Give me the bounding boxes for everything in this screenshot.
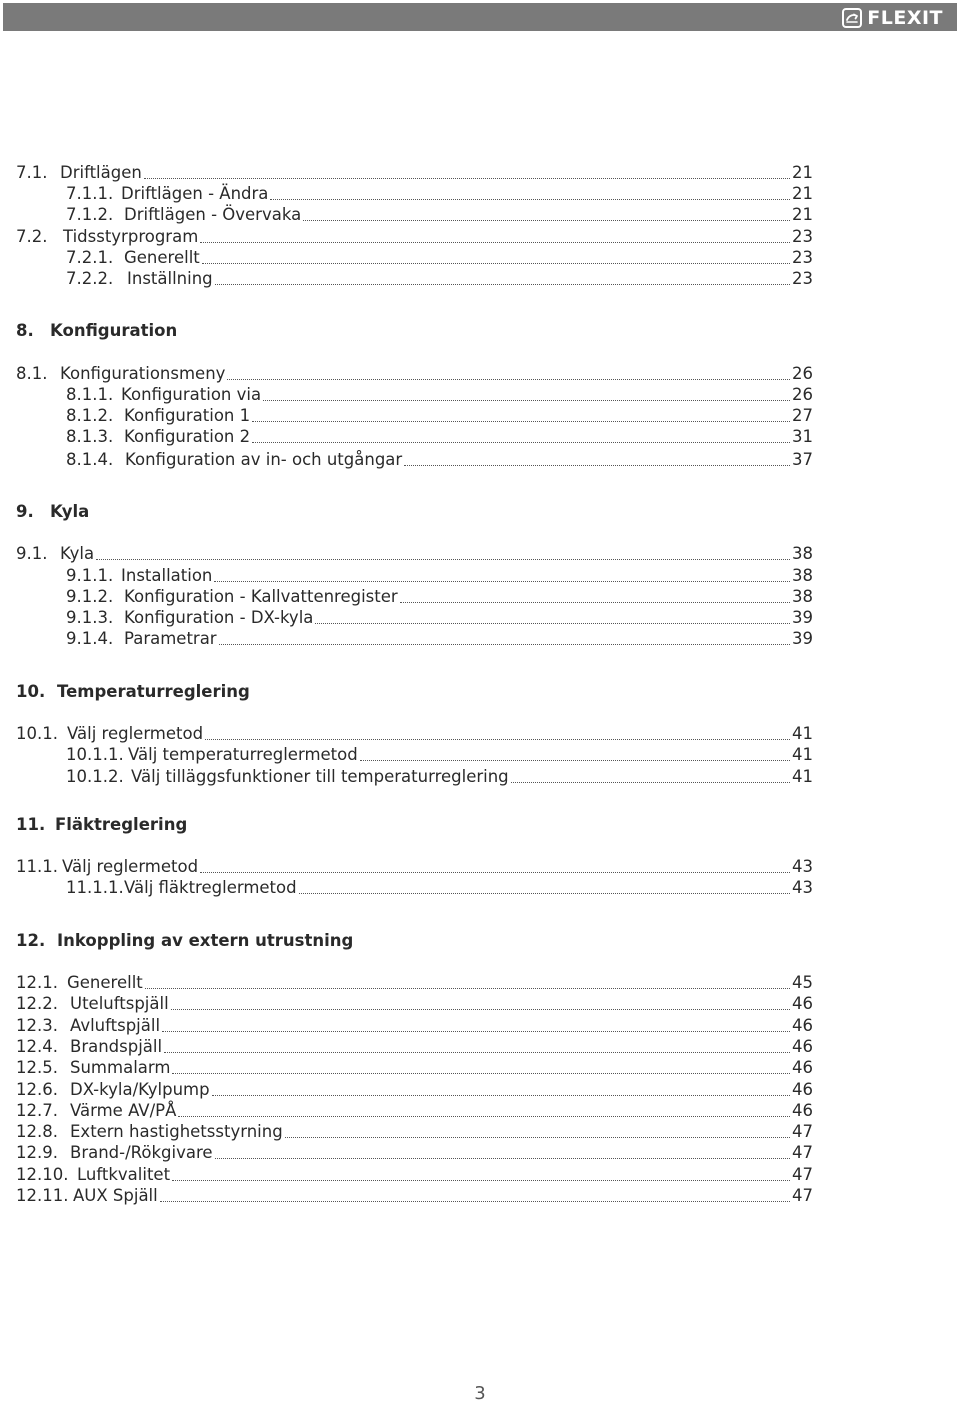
toc-entry[interactable] — [0, 248, 813, 268]
toc-entry-title: Driftlägen - Ändra — [121, 184, 269, 203]
toc-entry[interactable] — [0, 427, 813, 447]
toc-entry-page: 43 — [792, 878, 813, 897]
toc-entry[interactable] — [0, 1143, 813, 1163]
toc-entry-number: 7.2.2. — [66, 269, 114, 288]
toc-entry[interactable] — [0, 857, 813, 877]
toc-entry-title: Konfiguration 2 — [124, 427, 251, 446]
toc-dot-leader — [160, 1201, 790, 1202]
toc-entry-title: Inställning — [127, 269, 213, 288]
toc-dot-leader — [303, 220, 790, 221]
toc-dot-leader — [219, 644, 790, 645]
toc-entry[interactable] — [0, 364, 813, 384]
toc-entry-title: Välj reglermetod — [62, 857, 199, 876]
toc-entry-page: 26 — [792, 364, 813, 383]
toc-entry-title: Brand-/Rökgivare — [70, 1143, 213, 1162]
toc-entry-page: 47 — [792, 1122, 813, 1141]
section-heading-number: 8. — [16, 321, 34, 340]
toc-entry-number: 9.1.1. — [66, 566, 114, 585]
toc-entry[interactable] — [0, 994, 813, 1014]
toc-entry-number: 12.6. — [16, 1080, 58, 1099]
toc-entry-title: Välj tilläggsfunktioner till temperaturreglering — [131, 767, 509, 786]
toc-entry-page: 31 — [792, 427, 813, 446]
toc-entry[interactable] — [0, 227, 813, 247]
toc-entry-number: 12.9. — [16, 1143, 58, 1162]
toc-entry[interactable] — [0, 205, 813, 225]
toc-entry[interactable] — [0, 450, 813, 470]
toc-entry-number: 12.4. — [16, 1037, 58, 1056]
toc-entry[interactable] — [0, 1186, 813, 1206]
toc-entry-number: 8.1.2. — [66, 406, 114, 425]
header-bar — [3, 3, 957, 31]
toc-entry[interactable] — [0, 587, 813, 607]
toc-entry-page: 38 — [792, 544, 813, 563]
toc-entry-number: 12.1. — [16, 973, 58, 992]
toc-entry[interactable] — [0, 406, 813, 426]
toc-entry-page: 46 — [792, 994, 813, 1013]
toc-entry-page: 41 — [792, 767, 813, 786]
toc-entry-number: 7.2. — [16, 227, 48, 246]
toc-entry-page: 41 — [792, 724, 813, 743]
toc-dot-leader — [215, 1158, 790, 1159]
brand-name: FLEXIT — [867, 7, 943, 29]
toc-entry-number: 10.1. — [16, 724, 58, 743]
section-heading-number: 10. — [16, 682, 46, 701]
toc-entry[interactable] — [0, 1016, 813, 1036]
toc-entry-page: 38 — [792, 566, 813, 585]
toc-entry-number: 12.8. — [16, 1122, 58, 1141]
toc-entry[interactable] — [0, 269, 813, 289]
toc-entry-title: Brandspjäll — [70, 1037, 163, 1056]
toc-entry-title: AUX Spjäll — [73, 1186, 158, 1205]
toc-dot-leader — [144, 178, 790, 179]
toc-dot-leader — [172, 1073, 790, 1074]
toc-entry-number: 7.1. — [16, 163, 48, 182]
toc-entry-page: 45 — [792, 973, 813, 992]
toc-entry-page: 21 — [792, 205, 813, 224]
toc-entry-title: Tidsstyrprogram — [63, 227, 199, 246]
toc-entry-number: 9.1.3. — [66, 608, 114, 627]
toc-dot-leader — [172, 1180, 790, 1181]
toc-dot-leader — [212, 1095, 790, 1096]
flexit-logo — [842, 6, 943, 30]
toc-entry-number: 12.7. — [16, 1101, 58, 1120]
section-heading-title: Fläktreglering — [55, 815, 188, 834]
toc-entry-number: 9.1.2. — [66, 587, 114, 606]
toc-entry-page: 23 — [792, 227, 813, 246]
toc-dot-leader — [263, 400, 790, 401]
toc-entry-page: 21 — [792, 163, 813, 182]
toc-entry-title: Luftkvalitet — [77, 1165, 171, 1184]
toc-dot-leader — [96, 559, 790, 560]
toc-entry-page: 47 — [792, 1186, 813, 1205]
toc-dot-leader — [214, 581, 790, 582]
toc-dot-leader — [162, 1031, 790, 1032]
toc-dot-leader — [200, 242, 790, 243]
section-heading — [16, 931, 616, 951]
toc-entry-title: Parametrar — [124, 629, 217, 648]
toc-entry-page: 43 — [792, 857, 813, 876]
toc-entry-title: Driftlägen — [60, 163, 142, 182]
toc-entry[interactable] — [0, 163, 813, 183]
toc-entry-number: 10.1.2. — [66, 767, 124, 786]
toc-entry-title: Summalarm — [70, 1058, 171, 1077]
toc-entry-title: Konfiguration 1 — [124, 406, 251, 425]
toc-entry-page: 41 — [792, 745, 813, 764]
toc-entry[interactable] — [0, 544, 813, 564]
section-heading — [16, 682, 616, 702]
toc-entry-title: Välj fläktreglermetod — [124, 878, 297, 897]
toc-entry[interactable] — [0, 1101, 813, 1121]
toc-dot-leader — [315, 623, 790, 624]
toc-entry-page: 23 — [792, 269, 813, 288]
toc-entry[interactable] — [0, 1058, 813, 1078]
toc-entry-page: 47 — [792, 1143, 813, 1162]
toc-entry-page: 21 — [792, 184, 813, 203]
toc-entry-number: 12.10. — [16, 1165, 69, 1184]
toc-entry-title: Generellt — [67, 973, 143, 992]
toc-entry-number: 10.1.1. — [66, 745, 124, 764]
toc-dot-leader — [511, 782, 790, 783]
toc-entry-number: 8.1.1. — [66, 385, 114, 404]
section-heading — [16, 502, 616, 522]
toc-entry[interactable] — [0, 1122, 813, 1142]
toc-dot-leader — [178, 1116, 790, 1117]
toc-entry[interactable] — [0, 566, 813, 586]
toc-entry-page: 23 — [792, 248, 813, 267]
toc-dot-leader — [215, 284, 790, 285]
toc-entry[interactable] — [0, 608, 813, 628]
toc-dot-leader — [252, 421, 790, 422]
toc-dot-leader — [285, 1137, 790, 1138]
toc-entry-title: Konfiguration - Kallvattenregister — [124, 587, 398, 606]
toc-entry[interactable] — [0, 1037, 813, 1057]
toc-entry-page: 38 — [792, 587, 813, 606]
page-number: 3 — [474, 1383, 486, 1404]
toc-dot-leader — [171, 1009, 790, 1010]
section-heading-number: 9. — [16, 502, 34, 521]
toc-entry-title: Kyla — [60, 544, 95, 563]
toc-entry[interactable] — [0, 973, 813, 993]
toc-entry-title: Driftlägen - Övervaka — [124, 205, 302, 224]
toc-entry-number: 12.5. — [16, 1058, 58, 1077]
toc-dot-leader — [360, 760, 790, 761]
toc-entry-title: Konfiguration via — [121, 385, 262, 404]
toc-entry-page: 39 — [792, 608, 813, 627]
toc-dot-leader — [202, 263, 790, 264]
toc-dot-leader — [404, 465, 790, 466]
section-heading-title: Konfiguration — [50, 321, 178, 340]
toc-entry-page: 46 — [792, 1101, 813, 1120]
toc-dot-leader — [205, 739, 790, 740]
toc-entry[interactable] — [0, 629, 813, 649]
section-heading-title: Kyla — [50, 502, 90, 521]
toc-entry[interactable] — [0, 878, 813, 898]
toc-entry-title: Konfiguration - DX-kyla — [124, 608, 314, 627]
toc-entry-number: 7.1.1. — [66, 184, 114, 203]
toc-entry-page: 46 — [792, 1080, 813, 1099]
toc-entry-title: Konfigurationsmeny — [60, 364, 226, 383]
toc-entry-number: 8.1. — [16, 364, 48, 383]
toc-entry-number: 12.11. — [16, 1186, 69, 1205]
toc-entry-title: Uteluftspjäll — [70, 994, 169, 1013]
toc-entry-number: 9.1.4. — [66, 629, 114, 648]
section-heading-number: 11. — [16, 815, 46, 834]
toc-entry-page: 37 — [792, 450, 813, 469]
toc-entry-number: 8.1.3. — [66, 427, 114, 446]
toc-dot-leader — [145, 988, 790, 989]
toc-entry[interactable] — [0, 724, 813, 744]
section-heading-title: Temperaturreglering — [57, 682, 250, 701]
toc-entry[interactable] — [0, 184, 813, 204]
section-heading — [16, 815, 616, 835]
toc-entry-title: Konfiguration av in- och utgångar — [125, 450, 403, 469]
toc-entry-page: 39 — [792, 629, 813, 648]
toc-entry-page: 46 — [792, 1058, 813, 1077]
toc-entry-title: Installation — [121, 566, 213, 585]
toc-entry-page: 46 — [792, 1016, 813, 1035]
toc-dot-leader — [227, 379, 790, 380]
toc-entry[interactable] — [0, 385, 813, 405]
toc-dot-leader — [252, 442, 790, 443]
toc-entry[interactable] — [0, 1165, 813, 1185]
toc-entry[interactable] — [0, 745, 813, 765]
toc-entry-title: Värme AV/PÅ — [70, 1101, 177, 1120]
section-heading — [16, 321, 616, 341]
toc-entry-number: 11.1.1. — [66, 878, 124, 897]
toc-entry-title: Extern hastighetsstyrning — [70, 1122, 283, 1141]
toc-entry-title: Välj temperaturreglermetod — [128, 745, 358, 764]
toc-entry-page: 27 — [792, 406, 813, 425]
toc-entry-number: 9.1. — [16, 544, 48, 563]
toc-entry-number: 11.1. — [16, 857, 58, 876]
toc-entry-page: 46 — [792, 1037, 813, 1056]
toc-entry-title: Välj reglermetod — [67, 724, 204, 743]
toc-dot-leader — [270, 199, 790, 200]
toc-dot-leader — [299, 893, 790, 894]
toc-entry-number: 12.3. — [16, 1016, 58, 1035]
toc-dot-leader — [164, 1052, 790, 1053]
toc-entry[interactable] — [0, 1080, 813, 1100]
toc-entry-number: 12.2. — [16, 994, 58, 1013]
toc-entry[interactable] — [0, 767, 813, 787]
toc-entry-title: Avluftspjäll — [70, 1016, 161, 1035]
section-heading-number: 12. — [16, 931, 46, 950]
toc-entry-page: 26 — [792, 385, 813, 404]
toc-entry-title: DX-kyla/Kylpump — [70, 1080, 210, 1099]
toc-entry-number: 8.1.4. — [66, 450, 114, 469]
toc-entry-page: 47 — [792, 1165, 813, 1184]
toc-entry-title: Generellt — [124, 248, 200, 267]
toc-entry-number: 7.2.1. — [66, 248, 114, 267]
toc-dot-leader — [200, 872, 790, 873]
toc-dot-leader — [400, 602, 790, 603]
section-heading-title: Inkoppling av extern utrustning — [57, 931, 354, 950]
toc-entry-number: 7.1.2. — [66, 205, 114, 224]
flexit-logo-mark-icon — [842, 8, 862, 28]
